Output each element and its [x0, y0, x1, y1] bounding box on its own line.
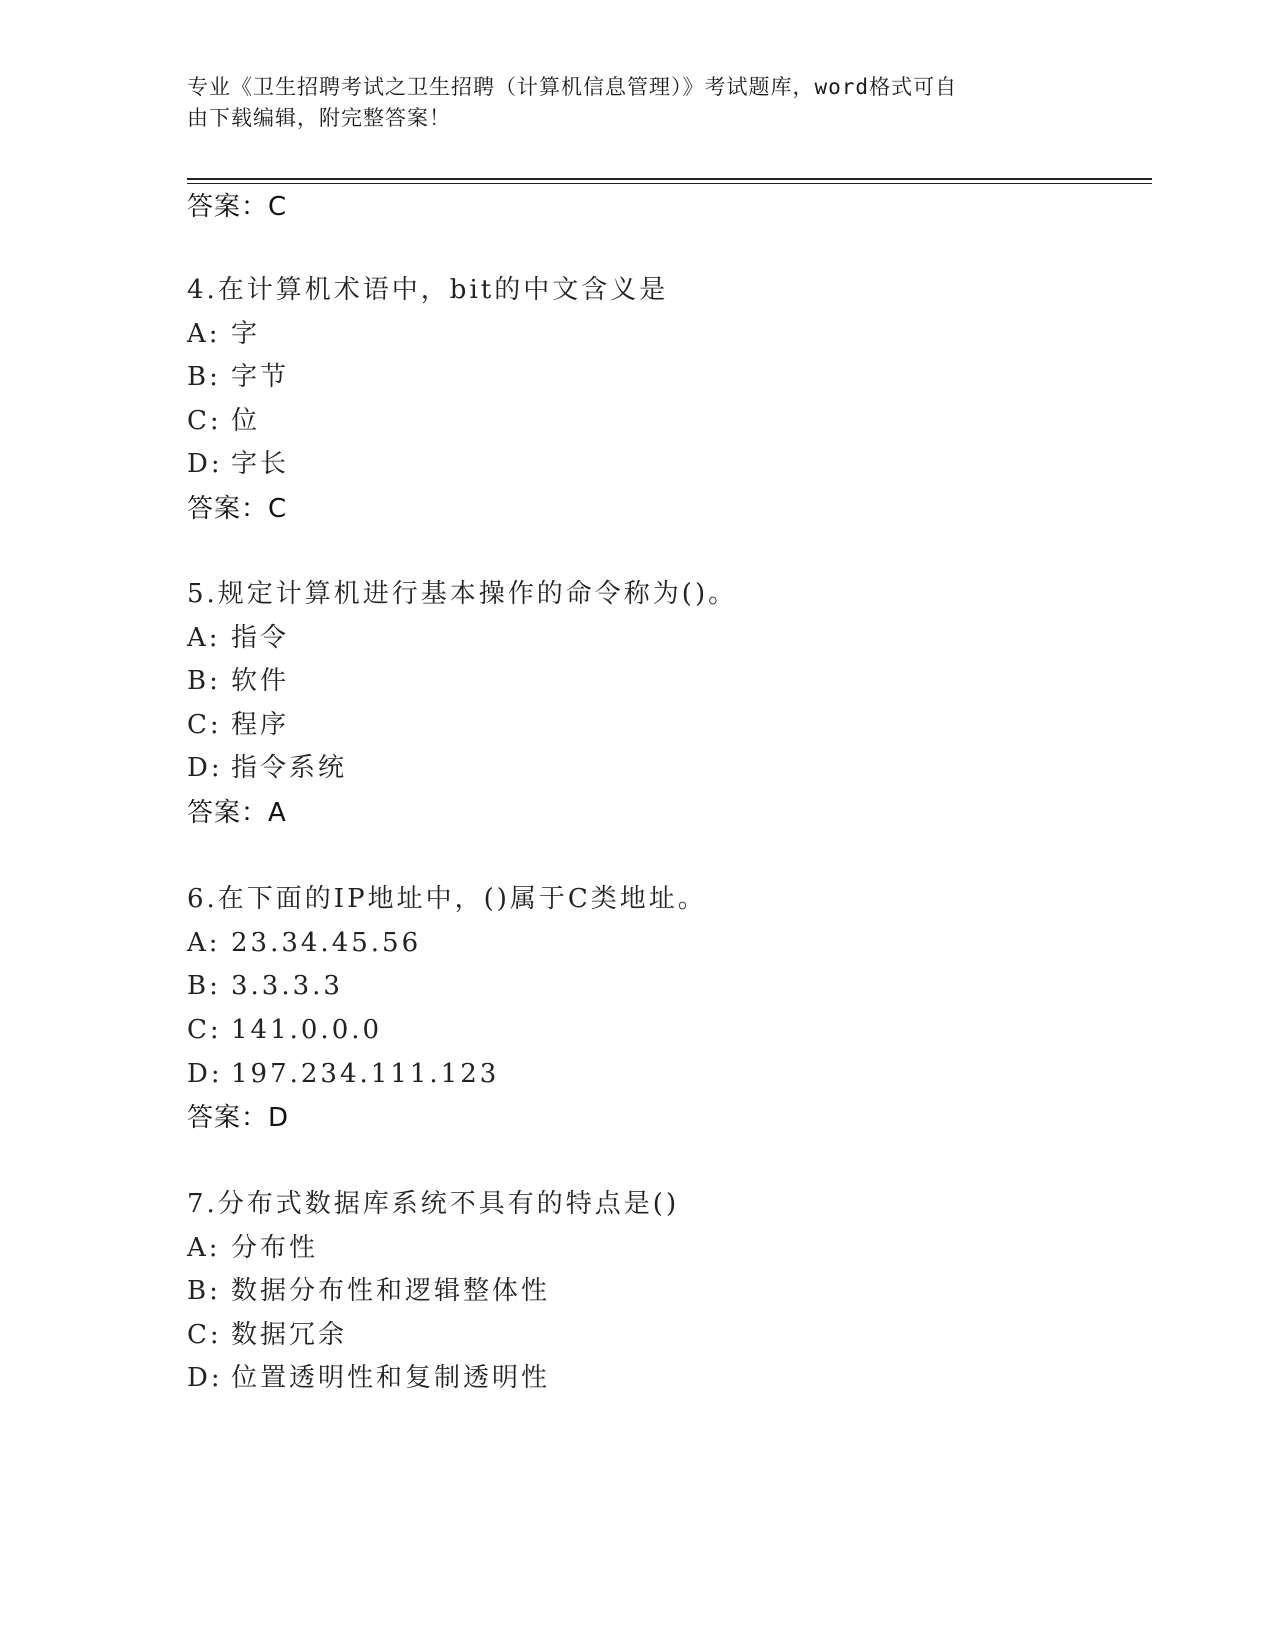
option-b — [187, 1275, 550, 1307]
option-text: 字 — [231, 319, 261, 349]
header-line-2: 由下载编辑，附完整答案！ — [187, 106, 451, 130]
option-text: 指令系统 — [231, 753, 348, 783]
question-title: 4.在计算机术语中，bit的中文含义是 — [187, 275, 669, 305]
option-letter: C: — [187, 1015, 222, 1045]
option-c — [187, 1319, 347, 1351]
option-a — [187, 318, 260, 350]
option-c — [187, 405, 260, 437]
option-text: 分布性 — [231, 1233, 319, 1263]
option-letter: A: — [187, 623, 221, 653]
answer-line: 答案：A — [187, 798, 287, 828]
option-d — [187, 1058, 499, 1090]
option-text: 141.0.0.0 — [231, 1015, 383, 1045]
option-text: 字节 — [231, 362, 290, 392]
question-title: 5.规定计算机进行基本操作的命令称为()。 — [187, 579, 738, 609]
option-text: 位 — [231, 406, 261, 436]
question-title: 6.在下面的IP地址中，()属于C类地址。 — [187, 884, 707, 914]
option-letter: A: — [187, 1233, 221, 1263]
option-letter: B: — [187, 1276, 221, 1306]
option-b — [187, 970, 343, 1002]
option-d — [187, 752, 347, 784]
option-letter: D: — [187, 753, 223, 783]
option-text: 23.34.45.56 — [231, 928, 422, 958]
option-letter: A: — [187, 928, 221, 958]
option-text: 软件 — [231, 666, 290, 696]
option-text: 位置透明性和复制透明性 — [231, 1363, 551, 1393]
question-title: 7.分布式数据库系统不具有的特点是() — [187, 1189, 680, 1219]
option-letter: D: — [187, 449, 223, 479]
option-letter: D: — [187, 1363, 223, 1393]
answer-line: 答案：C — [187, 494, 288, 524]
document-header — [187, 72, 1067, 134]
option-letter: B: — [187, 362, 221, 392]
option-text: 程序 — [231, 710, 290, 740]
option-d — [187, 1362, 550, 1394]
option-letter: B: — [187, 971, 221, 1001]
option-letter: C: — [187, 710, 222, 740]
option-letter: D: — [187, 1059, 223, 1089]
option-a — [187, 927, 421, 959]
header-divider-thin — [187, 183, 1152, 184]
option-text: 3.3.3.3 — [231, 971, 343, 1001]
option-text: 数据分布性和逻辑整体性 — [231, 1276, 551, 1306]
option-d — [187, 448, 289, 480]
option-b — [187, 665, 289, 697]
option-text: 指令 — [231, 623, 290, 653]
option-b — [187, 361, 289, 393]
option-a — [187, 1232, 318, 1264]
option-text: 字长 — [231, 449, 290, 479]
header-line-1: 专业《卫生招聘考试之卫生招聘（计算机信息管理）》考试题库，word格式可自 — [187, 75, 958, 99]
option-text: 数据冗余 — [231, 1320, 348, 1350]
option-a — [187, 622, 289, 654]
option-letter: A: — [187, 319, 221, 349]
option-c — [187, 709, 289, 741]
option-text: 197.234.111.123 — [231, 1059, 500, 1089]
option-letter: C: — [187, 1320, 222, 1350]
answer-line: 答案：D — [187, 1103, 290, 1133]
option-c — [187, 1014, 382, 1046]
header-divider-thick — [187, 178, 1152, 180]
option-letter: B: — [187, 666, 221, 696]
answer-line: 答案：C — [187, 192, 288, 222]
option-letter: C: — [187, 406, 222, 436]
